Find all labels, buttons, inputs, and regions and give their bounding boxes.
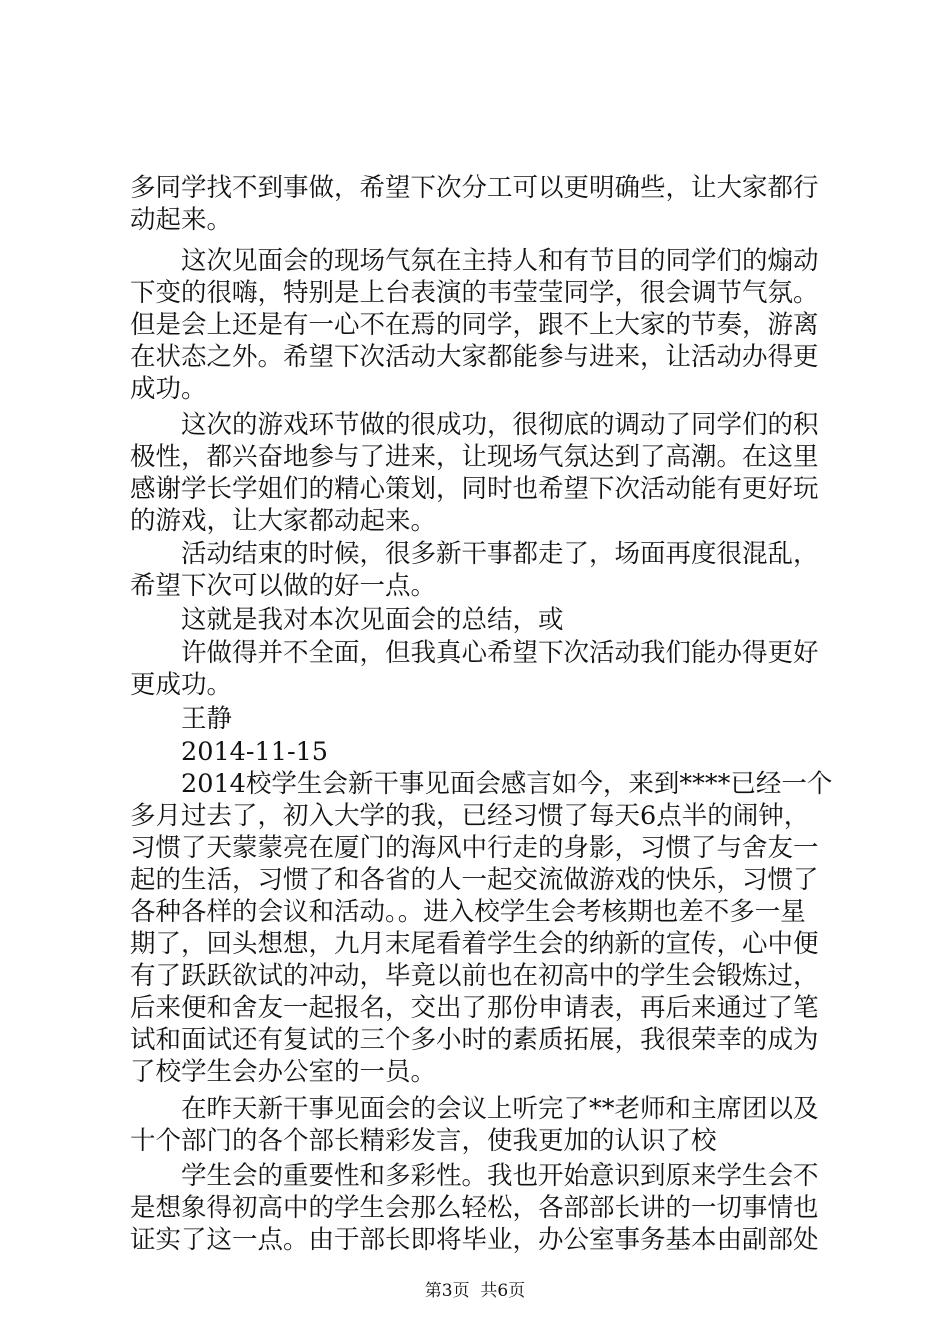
text-line: 了校学生会办公室的一员。 [130, 1057, 437, 1087]
text-line: 试和面试还有复试的三个多小时的素质拓展，我很荣幸的成为 [130, 1025, 819, 1055]
text-line: 后来便和舍友一起报名，交出了那份申请表，再后来通过了笔 [130, 993, 819, 1023]
text-line: 有了跃跃欲试的冲动，毕竟以前也在初高中的学生会锻炼过， [130, 961, 819, 991]
text-line: 希望下次可以做的好一点。 [130, 571, 437, 601]
text-line: 这次的游戏环节做的很成功，很彻底的调动了同学们的积 [181, 410, 819, 440]
text-line: 的游戏，让大家都动起来。 [130, 506, 437, 536]
text-line: 期了，回头想想，九月末尾看着学生会的纳新的宣传，心中便 [130, 929, 819, 959]
text-line: 十个部门的各个部长精彩发言，使我更加的认识了校 [130, 1126, 717, 1156]
text-line: 这次见面会的现场气氛在主持人和有节目的同学们的煽动 [181, 246, 819, 276]
text-line: 证实了这一点。由于部长即将毕业，办公室事务基本由副部处 [130, 1225, 819, 1255]
text-line: 成功。 [130, 374, 207, 404]
text-line: 下变的很嗨，特别是上台表演的韦莹莹同学，很会调节气氛。 [130, 278, 819, 308]
author-name: 王静 [181, 704, 233, 734]
text-line: 更成功。 [130, 670, 233, 700]
date-line: 2014-11-15 [181, 737, 329, 767]
text-line: 许做得并不全面，但我真心希望下次活动我们能办得更好 [181, 638, 819, 668]
text-line: 极性，都兴奋地参与了进来，让现场气氛达到了高潮。在这里 [130, 442, 819, 472]
text-line: 多同学找不到事做，希望下次分工可以更明确些，让大家都行 [130, 173, 819, 203]
page-footer: 第3页 共6页 [424, 1281, 526, 1301]
text-line: 在状态之外。希望下次活动大家都能参与进来，让活动办得更 [130, 342, 819, 372]
text-line: 感谢学长学姐们的精心策划，同时也希望下次活动能有更好玩 [130, 474, 819, 504]
text-line: 起的生活，习惯了和各省的人一起交流做游戏的快乐，习惯了 [130, 865, 819, 895]
text-line: 是想象得初高中的学生会那么轻松，各部部长讲的一切事情也 [130, 1193, 819, 1223]
text-line: 习惯了天蒙蒙亮在厦门的海风中行走的身影，习惯了与舍友一 [130, 833, 819, 863]
text-line: 多月过去了，初入大学的我，已经习惯了每天6点半的闹钟， [130, 801, 810, 831]
text-line: 学生会的重要性和多彩性。我也开始意识到原来学生会不 [181, 1161, 819, 1191]
text-line: 但是会上还是有一心不在焉的同学，跟不上大家的节奏，游离 [130, 310, 819, 340]
text-line: 这就是我对本次见面会的总结，或 [181, 605, 564, 635]
text-line: 2014校学生会新干事见面会感言如今，来到****已经一个 [181, 769, 833, 799]
text-line: 各种各样的会议和活动。。进入校学生会考核期也差不多一星 [130, 897, 806, 927]
text-line: 在昨天新干事见面会的会议上听完了**老师和主席团以及 [181, 1094, 819, 1124]
text-line: 活动结束的时候，很多新干事都走了，场面再度很混乱， [181, 539, 819, 569]
text-line: 动起来。 [130, 205, 233, 235]
